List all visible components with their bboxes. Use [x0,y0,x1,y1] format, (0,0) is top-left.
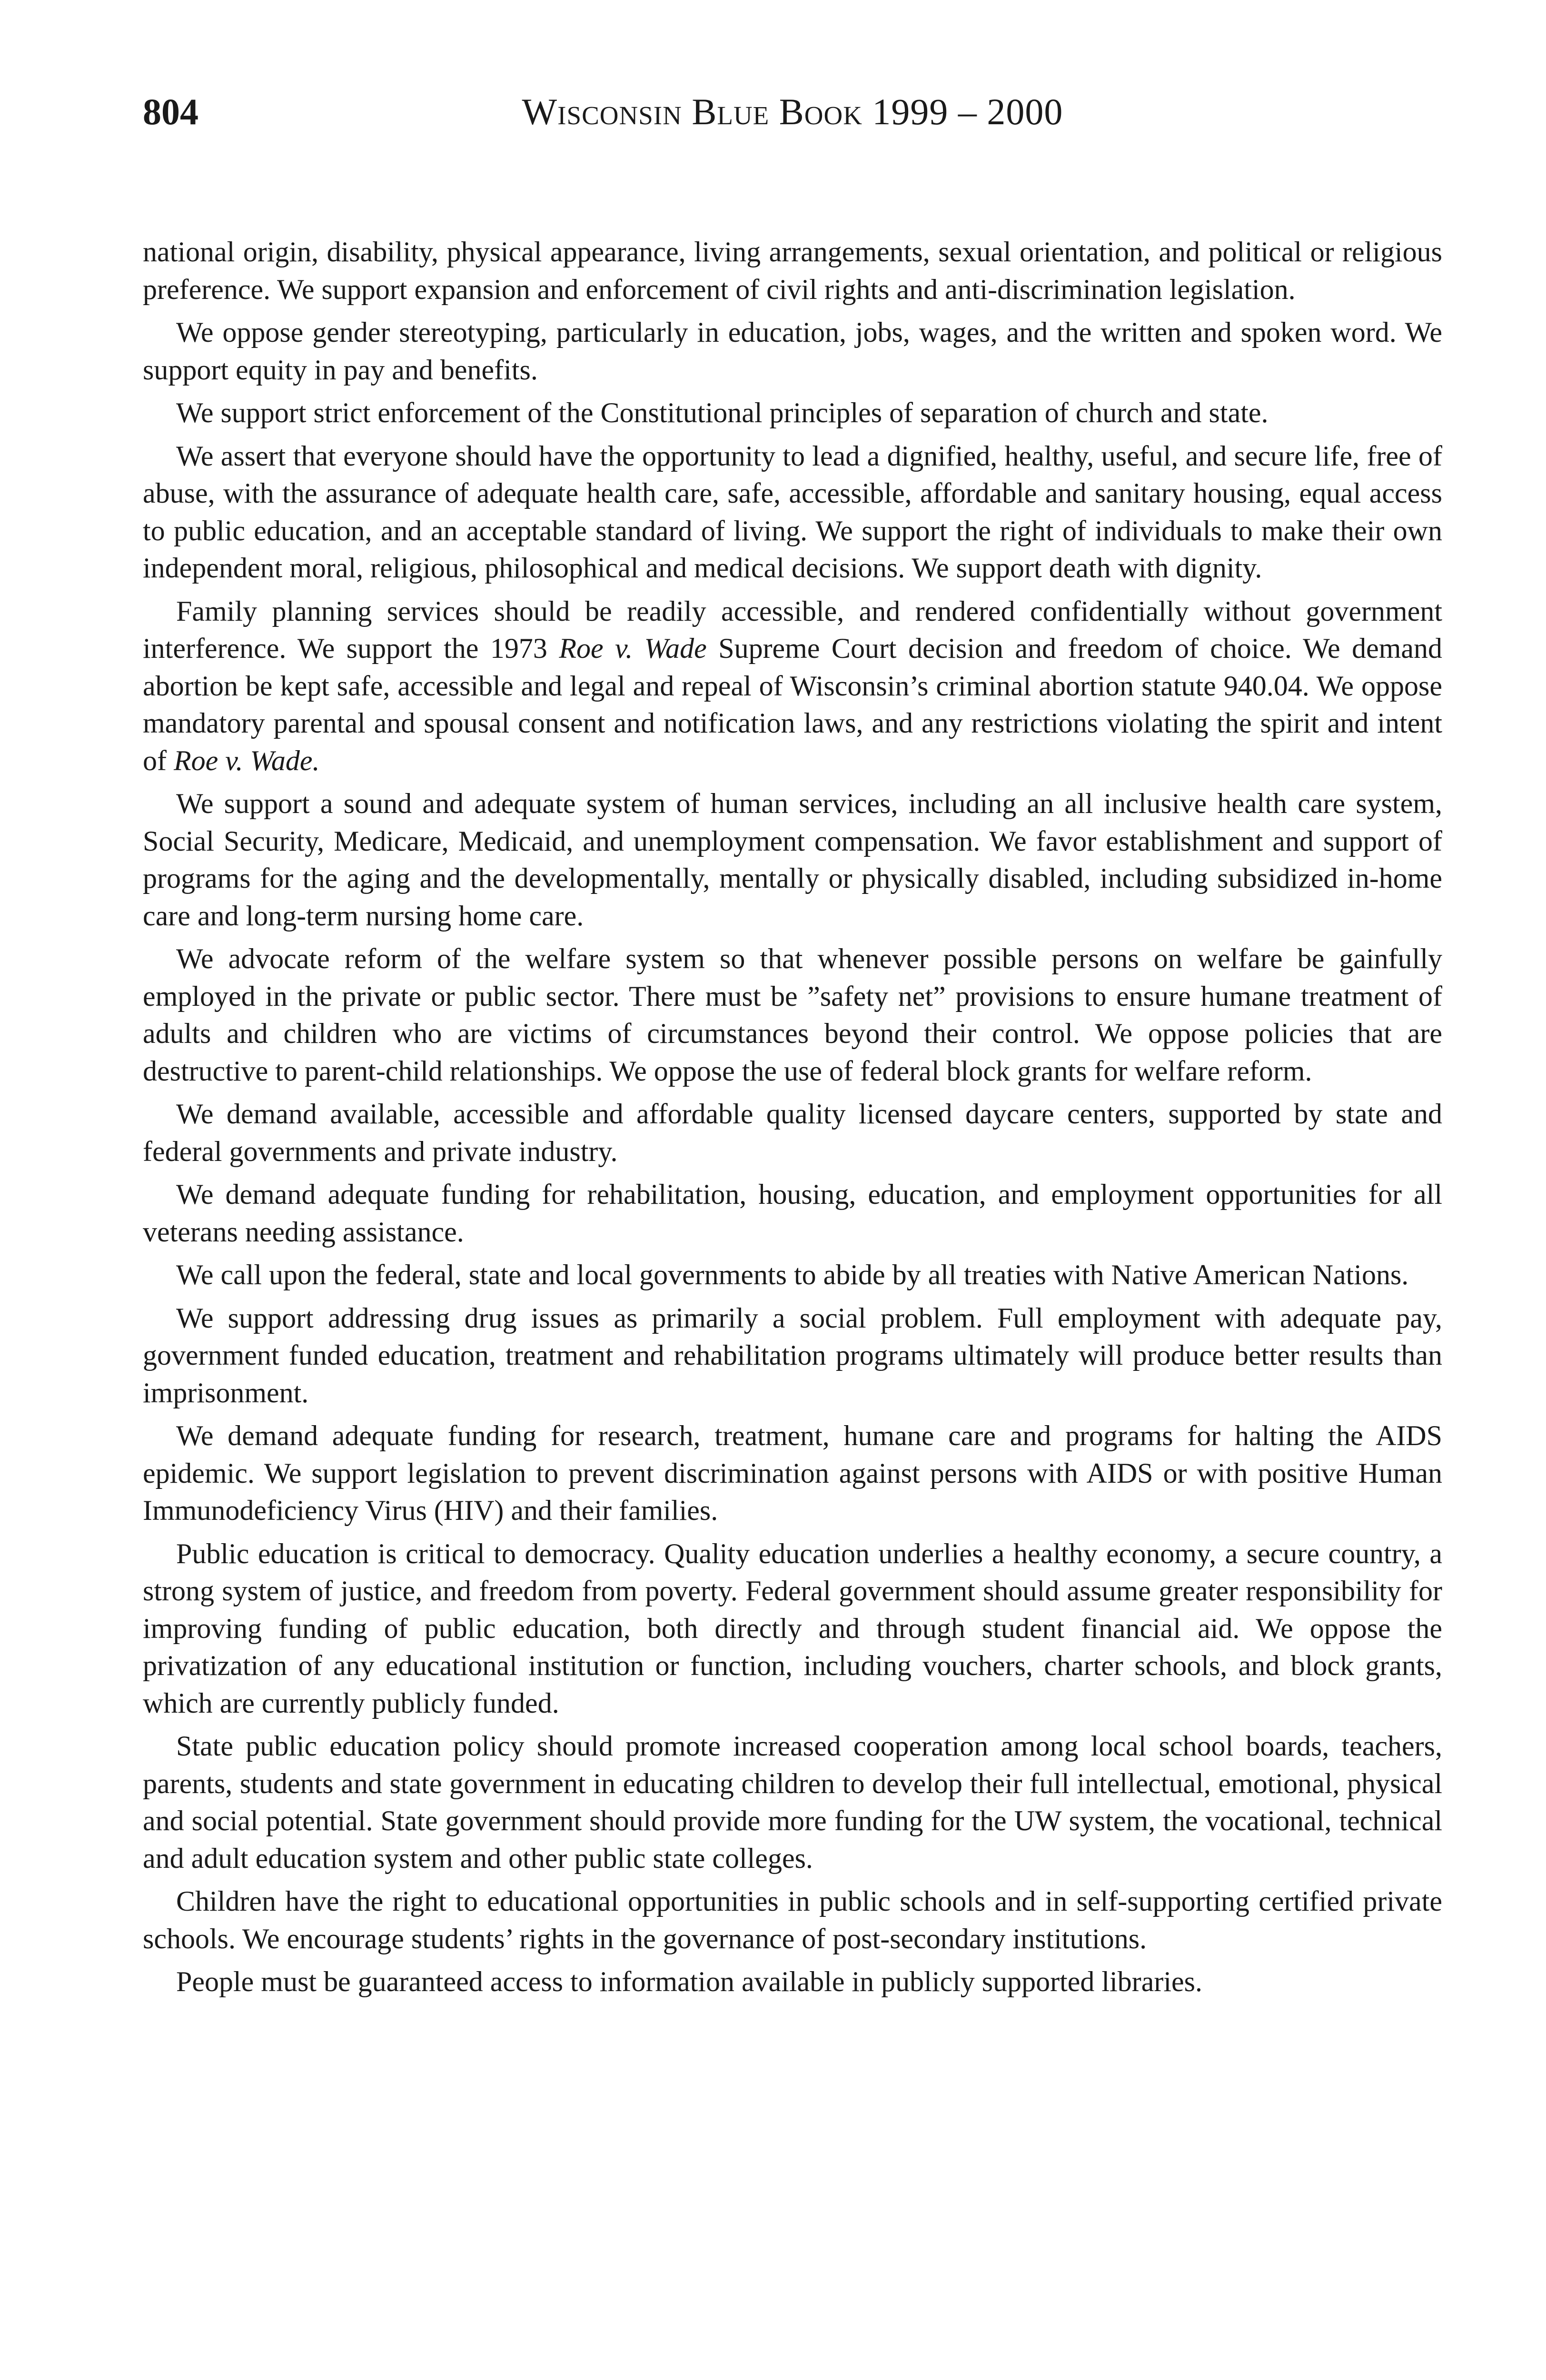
body-text [143,233,1442,2006]
paragraph-human-services: We support a sound and adequate system of human services, including an all inclusive health care system, Social Security, Medicare, Medicaid, and unemployment compensation. We favor establishment and support of programs for the aging and the developmentally, mentally or physically disabled, including subsidized in-home care and long-term nursing home care. [143,788,1442,932]
paragraph-daycare: We demand available, accessible and affordable quality licensed daycare centers, supported by state and federal governments and private industry. [143,1098,1442,1167]
paragraph-veterans: We demand adequate funding for rehabilitation, housing, education, and employment opportunities for all veterans needing assistance. [143,1179,1442,1248]
case-citation: Roe v. Wade [559,633,707,664]
paragraph-public-education: Public education is critical to democracy. Quality education underlies a healthy economy, a secure country, a strong system of justice, and freedom from poverty. Federal government should assume greater responsibility for improving funding of public education, both directly and through student financial aid. We oppose the privatization of any educational institution or function, including vouchers, charter schools, and block grants, which are currently publicly funded. [143,1537,1442,1719]
paragraph-childrens-education: Children have the right to educational opportunities in public schools and in self-supporting certified private schools. We encourage students’ rights in the governance of post-secondary institutions. [143,1885,1442,1954]
paragraph-aids: We demand adequate funding for research, treatment, humane care and programs for halting the AIDS epidemic. We support legislation to prevent discrimination against persons with AIDS or with positive Human Immunodeficiency Virus (HIV) and their families. [143,1420,1442,1526]
paragraph-civil-rights: national origin, disability, physical appearance, living arrangements, sexual orientation, and political or religious preference. We support expansion and enforcement of civil rights and anti-discrimination legislation. [143,236,1442,305]
paragraph-church-state: We support strict enforcement of the Constitutional principles of separation of church and state. [176,397,1269,428]
paragraph-libraries: People must be guaranteed access to information available in publicly supported libraries. [176,1966,1203,1997]
family-planning-text-1: Family planning services should be readily accessible, and rendered confidentially without government interference. We support the 1973 [143,595,1442,664]
paragraph-family-planning [143,593,1442,780]
running-head: Wisconsin Blue Book 1999 – 2000 [522,91,1063,132]
paragraph-drug-issues: We support addressing drug issues as primarily a social problem. Full employment with adequate pay, government funded education, treatment and rehabilitation programs ultimately will produce better results than imprisonment. [143,1302,1442,1408]
case-citation: Roe v. Wade. [173,744,320,776]
page-number: 804 [143,91,198,132]
paragraph-welfare-reform: We advocate reform of the welfare system so that whenever possible persons on welfare be gainfully employed in the private or public sector. There must be ”safety net” provisions to ensure humane treatment of adults and children who are victims of circumstances beyond their control. We oppose policies that are destructive to parent-child relationships. We oppose the use of federal block grants for welfare reform. [143,943,1442,1087]
paragraph-dignified-life: We assert that everyone should have the opportunity to lead a dignified, healthy, useful, and secure life, free of abuse, with the assurance of adequate health care, safe, accessible, affordable and sanitary housing, equal access to public education, and an acceptable standard of living. We support the right of individuals to make their own independent moral, religious, philosophical and medical decisions. We support death with dignity. [143,440,1442,584]
paragraph-native-american-treaties: We call upon the federal, state and local governments to abide by all treaties with Native American Nations. [176,1259,1409,1290]
page-header [143,88,1442,140]
family-planning-text-2: Supreme Court decision and freedom of choice. We demand abortion be kept safe, accessible and legal and repeal of Wisconsin’s criminal abortion statute 940.04. We oppose mandatory parental and spousal consent and notification laws, and any restrictions violating the spirit and intent of [143,633,1443,776]
paragraph-gender-stereotyping: We oppose gender stereotyping, particularly in education, jobs, wages, and the written and spoken word. We support equity in pay and benefits. [143,317,1442,386]
paragraph-state-education-policy: State public education policy should promote increased cooperation among local school boards, teachers, parents, students and state government in educating children to develop their full intellectual, emotional, physical and social potential. State government should provide more funding for the UW system, the vocational, technical and adult education system and other public state colleges. [143,1730,1442,1874]
